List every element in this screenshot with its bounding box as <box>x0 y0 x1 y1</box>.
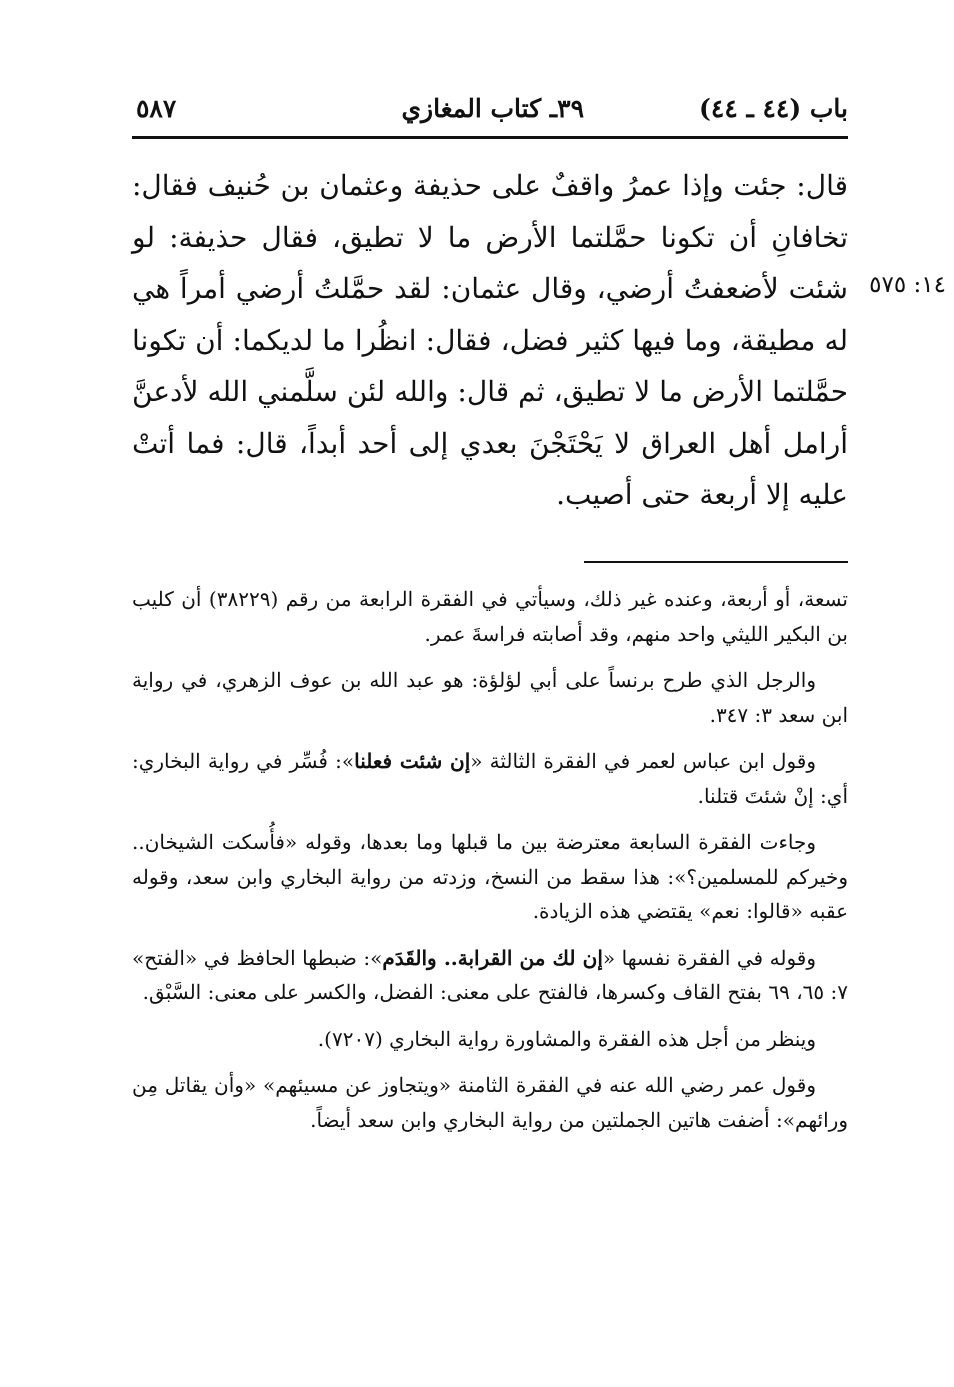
footnote-paragraph <box>132 825 848 929</box>
bold-quote: إن شئت فعلنا <box>354 749 471 773</box>
note-text: »: ضبطها الحافظ في «الفتح» ٧: ٦٥، ٦٩ بفتح القاف وكسرها، فالفتح على معنى: الفضل، والكسر على معنى: السَّبْق. <box>132 945 848 1004</box>
note-text: وينظر من أجل هذه الفقرة والمشاورة رواية البخاري (٧٢٠٧). <box>317 1026 816 1051</box>
note-text: وقوله في الفقرة نفسها « <box>602 945 816 970</box>
note-text: وقول ابن عباس لعمر في الفقرة الثالثة « <box>470 749 817 773</box>
note-text: وقول عمر رضي الله عنه في الفقرة الثامنة «ويتجاوز عن مسيئهم» «وأن يقاتل مِن ورائهم»: أضفت هاتين الجملتين من رواية البخاري وابن سعد أيضاً. <box>132 1073 848 1132</box>
footnote-paragraph <box>132 663 848 732</box>
note-text: »: فُسِّر في رواية البخاري: أي: إنْ شئتَ قتلنا. <box>132 749 848 808</box>
bold-quote: إن لك من القرابة.. والقَدَم <box>382 945 603 970</box>
page-number: ٥٨٧ <box>136 94 177 123</box>
chapter-heading: باب (٤٤ ـ ٤٤) <box>699 94 848 123</box>
footnote-paragraph <box>132 1068 848 1137</box>
footnote-paragraph <box>132 744 848 813</box>
book-title: ٣٩ـ كتاب المغازي <box>401 94 584 123</box>
note-text: تسعة، أو أربعة، وعنده غير ذلك، وسيأتي في الفقرة الرابعة من رقم (٣٨٢٢٩) أن كليب بن البكير الليثي واحد منهم، وقد أصابته فراسةَ عمر. <box>132 587 848 646</box>
footnote-paragraph <box>132 941 848 1010</box>
note-text: والرجل الذي طرح برنساً على أبي لؤلؤة: هو عبد الله بن عوف الزهري، في رواية ابن سعد ٣: ٣٤٧. <box>132 668 848 727</box>
main-text: قال: جئت وإذا عمرُ واقفٌ على حذيفة وعثمان بن حُنيف فقال: تخافانِ أن تكونا حمَّلتما الأرض ما لا تطيق، فقال حذيفة: لو شئت لأضعفتُ أرضي، وقال عثمان: لقد حمَّلتُ أرضي أمراً هي له مطيقة، وما فيها كثير فضل، فقال: انظُرا ما لديكما: أن تكونا حمَّلتما الأرض ما لا تطيق، ثم قال: والله لئن سلَّمني الله لأدعنَّ أرامل أهل العراق لا يَحْتَجْنَ بعدي إلى أحد أبداً، قال: فما أتتْ عليه إلا أربعة حتى أصيب. <box>132 169 848 511</box>
footnotes <box>132 582 848 1149</box>
footnote-paragraph <box>132 582 848 651</box>
footnote-separator <box>584 561 848 563</box>
note-text: وجاءت الفقرة السابعة معترضة بين ما قبلها وما بعدها، وقوله «فأُسكت الشيخان.. وخيركم للمسلمين؟»: هذا سقط من النسخ، وزدته من رواية البخاري وابن سعد، وقوله عقبه «قالوا: نعم» يقتضي هذه الزيادة. <box>132 830 848 923</box>
footnote-paragraph <box>132 1022 848 1057</box>
running-header <box>132 86 848 132</box>
header-rule <box>132 136 848 139</box>
margin-reference: ١٤: ٥٧٥ <box>869 272 946 298</box>
